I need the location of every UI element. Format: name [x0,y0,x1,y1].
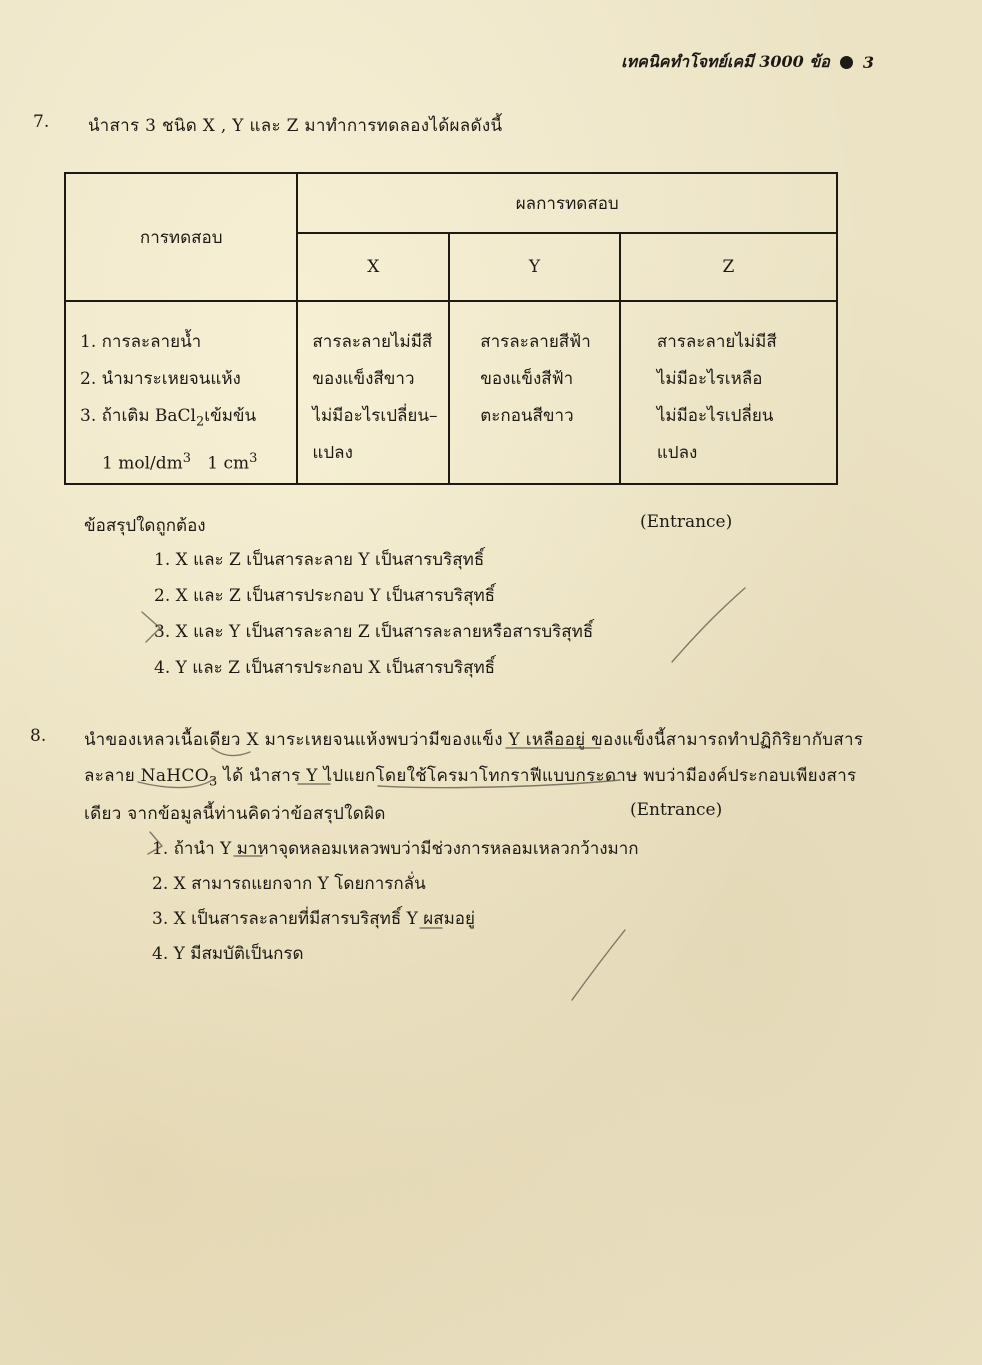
column-x: X [297,233,449,301]
question-7-number: 7. [33,112,50,132]
result-item: สารละลายสีฟ้า [480,332,591,352]
question-8-source: (Entrance) [630,800,723,820]
result-item: ของแข็งสีขาว [312,369,415,389]
underline-stroke [212,748,250,755]
option-7-2: 2. X และ Z เป็นสารประกอบ Y เป็นสารบริสุทธิ์ [154,586,496,606]
book-title: เทคนิคทำโจทย์เคมี 3000 ข้อ [621,52,830,71]
column-y: Y [449,233,620,301]
question-8-line-2: ละลาย NaHCO$_3$ ได้ นำสาร Y ไปแยกโดยใช้โครมาโทกราฟีแบบกระดาษ พบว่ามีองค์ประกอบเพียงสาร [84,766,857,790]
option-7-4: 4. Y และ Z เป็นสารประกอบ X เป็นสารบริสุทธิ์ [154,658,496,678]
test-item: 1. การละลายน้ำ [80,332,202,352]
pencil-stroke [672,588,745,662]
option-7-1: 1. X และ Z เป็นสารละลาย Y เป็นสารบริสุทธิ์ [154,550,485,570]
question-7-prompt: ข้อสรุปใดถูกต้อง [84,516,206,536]
option-8-1: 1. ถ้านำ Y มาหาจุดหลอมเหลวพบว่ามีช่วงการหลอมเหลวกว้างมาก [152,839,639,859]
result-item: ของแข็งสีฟ้า [480,369,574,389]
option-7-3: 3. X และ Y เป็นสารละลาย Z เป็นสารละลายหรือสารบริสุทธิ์ [154,622,594,642]
result-item: ไม่มีอะไรเปลี่ยน [656,406,774,426]
result-item: แปลง [312,443,353,463]
underline-stroke [138,778,215,788]
result-item: ตะกอนสีขาว [480,406,574,426]
underline-stroke [378,780,620,788]
column-z: Z [620,233,837,301]
question-7-stem: นำสาร 3 ชนิด X , Y และ Z มาทำการทดลองได้ผลดังนี้ [88,116,503,136]
result-item: ไม่มีอะไรเหลือ [656,369,763,389]
option-8-3: 3. X เป็นสารละลายที่มีสารบริสุทธิ์ Y ผสมอยู่ [152,909,475,929]
result-item: สารละลายไม่มีสี [312,332,433,352]
question-7-source: (Entrance) [640,512,733,532]
question-8-line-1: นำของเหลวเนื้อเดียว X มาระเหยจนแห้งพบว่ามีของแข็ง Y เหลืออยู่ ของแข็งนี้สามารถทำปฏิกิริยากับสาร [84,730,864,750]
question-8-line-3: เดียว จากข้อมูลนี้ท่านคิดว่าข้อสรุปใดผิด [84,804,386,824]
option-8-4: 4. Y มีสมบัติเป็นกรด [152,944,304,964]
result-header: ผลการทดสอบ [297,173,837,233]
result-item: ไม่มีอะไรเปลี่ยน– [312,406,438,426]
check-mark-icon [148,832,162,854]
page-number: 3 [862,53,874,72]
test-item: 1 mol/$dm^3$ 1 $cm^3$ [102,451,258,475]
check-mark-icon [142,612,160,642]
question-8-number: 8. [30,726,47,746]
option-8-2: 2. X สามารถแยกจาก Y โดยการกลั่น [152,874,426,894]
test-item: 2. นำมาระเหยจนแห้ง [80,369,241,389]
test-item: 3. ถ้าเติม BaCl$_2$เข้มข้น [80,406,257,430]
pencil-stroke [572,930,625,1000]
result-item: สารละลายไม่มีสี [656,332,777,352]
test-header: การทดสอบ [65,173,297,301]
result-item: แปลง [656,443,698,463]
